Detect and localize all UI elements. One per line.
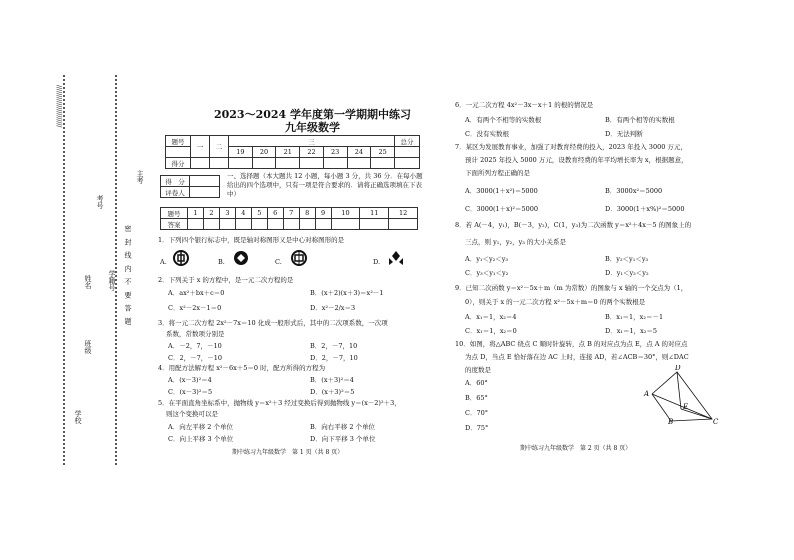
option-3b: B．2，－7，10 (310, 342, 358, 350)
answer-number: 1 (188, 208, 204, 219)
answer-cell[interactable] (188, 219, 204, 230)
grader-field[interactable] (190, 187, 220, 198)
question-8: 8．若 A(－4，y₁)，B(－3，y₂)，C(1，y₃)为二次函数 y＝x²＋4x－5 的图象上的 (455, 221, 692, 229)
option-4d: D．(x＋3)²＝5 (310, 388, 355, 396)
option-10d: D．75° (465, 424, 489, 432)
option-1b-label: B. (218, 258, 225, 266)
score-cell[interactable] (252, 158, 276, 169)
question-10-cont2: 的度数是 (465, 366, 491, 374)
option-8b: B．y₂＜y₁＜y₃ (605, 255, 649, 263)
option-8c: C．y₃＜y₁＜y₂ (465, 269, 509, 277)
score-cell[interactable] (300, 158, 324, 169)
option-5d: D．向下平移 3 个单位 (310, 435, 376, 443)
figure-label-b: B (668, 418, 674, 425)
score-cell[interactable] (395, 158, 420, 169)
option-9b: B．x₁＝1，x₂＝－1 (605, 313, 664, 321)
answer-number: 3 (219, 208, 235, 219)
option-6d: D．无法判断 (605, 130, 643, 138)
score-cell: 三 (229, 136, 395, 147)
figure-label-d: D (675, 365, 681, 372)
option-9c: C．x₁＝1，x₂＝0 (465, 327, 517, 335)
score-cell[interactable] (276, 158, 300, 169)
seal-line-text: 密 封 线 内 不 要 答 题 (124, 225, 132, 327)
answer-cell[interactable] (251, 219, 267, 230)
answer-cell[interactable] (331, 219, 360, 230)
segment-de (677, 372, 681, 409)
score-cell: 一 (191, 136, 210, 158)
label-top: 主考 (136, 170, 144, 184)
option-6c: C．没有实数根 (465, 130, 509, 138)
answer-number: 9 (315, 208, 331, 219)
score-cell[interactable] (371, 158, 395, 169)
score-cell[interactable] (210, 158, 229, 169)
option-6a: A．有两个不相等的实数根 (465, 116, 542, 124)
dotted-marks: ///////////////////// (55, 85, 62, 128)
score-cell: 22 (300, 147, 324, 158)
label-name: 姓名 (84, 275, 92, 289)
figure-label-c: C (713, 418, 719, 425)
option-10b: B．65° (465, 394, 488, 402)
question-7: 7．某区为发展教育事业，加强了对教育经费的投入，2023 年投入 3000 万元， (455, 143, 687, 151)
question-10: 10．如图，将△ABC 绕点 C 顺时针旋转，点 B 的对应点为点 E，点 A 的对应点 (455, 340, 688, 348)
option-9d: D．x₁＝1，x₂＝5 (605, 327, 658, 335)
option-2c: C．x²－2x－1＝0 (168, 304, 222, 312)
option-5c: C．向上平移 3 个单位 (168, 435, 234, 443)
bank-logo-b-icon (232, 250, 254, 266)
score-cell: 总分 (395, 136, 420, 147)
bank-logo-a-icon (172, 250, 194, 266)
option-1d-label: D. (373, 258, 381, 266)
answer-cell[interactable] (203, 219, 219, 230)
question-7-cont: 预计 2025 年投入 5000 万元，设教育经费的年平均增长率为 x，根据题意， (465, 156, 688, 164)
score-cell (166, 147, 191, 158)
question-4: 4．用配方法解方程 x²－6x＋5＝0 时，配方所得的方程为 (158, 364, 326, 372)
figure-label-e: E (683, 403, 689, 411)
footer-right: 期中练习九年级数学 第 2 页（共 8 页） (520, 445, 632, 452)
answer-cell[interactable] (219, 219, 235, 230)
question-9: 9．已知二次函数 y＝x²－5x＋m（m 为常数）的图象与 x 轴的一个交点为（1， (455, 284, 688, 292)
bank-logo-c-icon (290, 250, 312, 266)
score-cell[interactable] (347, 158, 371, 169)
label-class: 班级 (84, 340, 92, 354)
option-1c-label: C. (275, 258, 282, 266)
score-cell: 二 (210, 136, 229, 158)
question-5-cont: 则这个变换可以是 (166, 410, 218, 418)
score-table (165, 135, 420, 169)
question-3-cont: 系数，常数项分别是 (166, 330, 225, 338)
answer-number: 6 (267, 208, 283, 219)
binding-strip (55, 75, 150, 465)
exam-subtitle: 九年级数学 (285, 121, 340, 134)
answer-cell[interactable] (360, 219, 389, 230)
question-6: 6．一元二次方程 4x²－3x－x＋1 的根的情况是 (455, 101, 594, 109)
score-cell: 题号 (166, 136, 191, 147)
option-4c: C．(x－3)²＝5 (168, 388, 213, 396)
answer-label: 答案 (161, 219, 188, 230)
question-7-cont2: 下面所列方程正确的是 (465, 169, 530, 177)
section-1-instructions: 一、选择题（本大题共 12 小题，每小题 3 分，共 36 分．在每小题给出的四个选项中，只有一项是符合要求的．请将正确选项填在下表中） (227, 172, 423, 198)
option-4a: A．(x－3)²＝4 (168, 376, 212, 384)
answer-table (160, 207, 418, 230)
option-2b: B．(x＋2)(x＋3)＝x²－1 (310, 289, 384, 297)
option-5a: A．向左平移 2 个单位 (168, 423, 233, 431)
triangle-rotation-figure (640, 365, 720, 425)
grader-label: 评卷人 (161, 187, 190, 198)
score-cell: 19 (229, 147, 253, 158)
option-8a: A．y₁＜y₂＜y₃ (465, 255, 509, 263)
option-7a: A．3000(1＋x²)＝5000 (465, 187, 538, 195)
answer-cell[interactable] (283, 219, 299, 230)
figure-outline (652, 372, 712, 421)
figure-label-a: A (644, 390, 650, 398)
option-2a: A．ax²＋bx＋c＝0 (168, 289, 225, 297)
label-school: 学校 (74, 410, 82, 424)
option-8d: D．y₁＜y₃＜y₂ (605, 269, 649, 277)
option-7c: C．3000(1＋x)²＝5000 (465, 205, 539, 213)
answer-number: 4 (235, 208, 251, 219)
exam-title: 2023～2024 学年度第一学期期中练习 (213, 108, 412, 121)
score-cell[interactable] (229, 158, 253, 169)
answer-number: 题号 (161, 208, 188, 219)
option-3d: D．2，－7，10 (310, 354, 358, 362)
option-10c: C．70° (465, 409, 488, 417)
answer-number: 2 (203, 208, 219, 219)
option-3a: A．－2，7，－10 (168, 342, 222, 350)
grader-score-field[interactable] (190, 176, 220, 187)
answer-cell[interactable] (299, 219, 315, 230)
grader-box (160, 175, 220, 198)
question-3: 3．将一元二次方程 2x²－7x＝10 化成一般形式后，其中的二次项系数，一次项 (158, 319, 388, 327)
label-exam-no: 考号 (96, 195, 104, 209)
score-cell: 24 (347, 147, 371, 158)
score-cell[interactable] (323, 158, 347, 169)
answer-number: 11 (360, 208, 389, 219)
option-7d: D．3000(1＋x%)²＝5000 (605, 205, 685, 213)
score-cell: 21 (276, 147, 300, 158)
grader-score-label: 得 分 (161, 176, 190, 187)
answer-cell[interactable] (267, 219, 283, 230)
score-cell: 25 (371, 147, 395, 158)
score-cell (395, 147, 420, 158)
question-1: 1．下列四个银行标志中，既是轴对称图形又是中心对称图形的是 (158, 236, 345, 244)
score-cell[interactable] (191, 158, 210, 169)
score-cell: 23 (323, 147, 347, 158)
question-2: 2．下列关于 x 的方程中，是一元二次方程的是 (158, 276, 294, 284)
bank-logo-d-icon (385, 250, 407, 266)
answer-number: 10 (331, 208, 360, 219)
dotted-line-left (63, 75, 65, 465)
answer-cell[interactable] (315, 219, 331, 230)
option-5b: B．向右平移 2 个单位 (310, 423, 376, 431)
question-8-cont: 三点，则 y₁，y₂，y₃ 的大小关系是 (465, 238, 566, 246)
answer-cell[interactable] (389, 219, 418, 230)
answer-cell[interactable] (235, 219, 251, 230)
answer-number: 8 (299, 208, 315, 219)
option-10a: A．60° (465, 379, 488, 387)
label-student-no: 学籍号 (108, 270, 116, 291)
option-3c: C．2，－7，－10 (168, 354, 223, 362)
question-9-cont: 0），则关于 x 的一元二次方程 x²－5x＋m＝0 的两个实数根是 (465, 298, 646, 306)
option-4b: B．(x＋3)²＝4 (310, 376, 354, 384)
answer-number: 5 (251, 208, 267, 219)
question-10-cont: 为点 D，当点 E 恰好落在边 AC 上时，连接 AD，若∠ACB＝30°，则∠DAC (465, 353, 689, 361)
question-5: 5．在平面直角坐标系中，抛物线 y＝x²＋3 经过变换后得到抛物线 y＝(x－2)²＋3， (158, 399, 401, 407)
option-9a: A．x₁＝1，x₂＝4 (465, 313, 517, 321)
score-cell: 20 (252, 147, 276, 158)
option-7b: B．3000x²＝5000 (605, 187, 663, 195)
option-2d: D．x²－2/x＝3 (310, 304, 356, 312)
answer-number: 12 (389, 208, 418, 219)
answer-number: 7 (283, 208, 299, 219)
option-6b: B．有两个相等的实数根 (605, 116, 675, 124)
option-1a-label: A. (160, 258, 167, 266)
score-cell: 得分 (166, 158, 191, 169)
footer-left: 期中练习九年级数学 第 1 页（共 8 页） (232, 449, 344, 456)
